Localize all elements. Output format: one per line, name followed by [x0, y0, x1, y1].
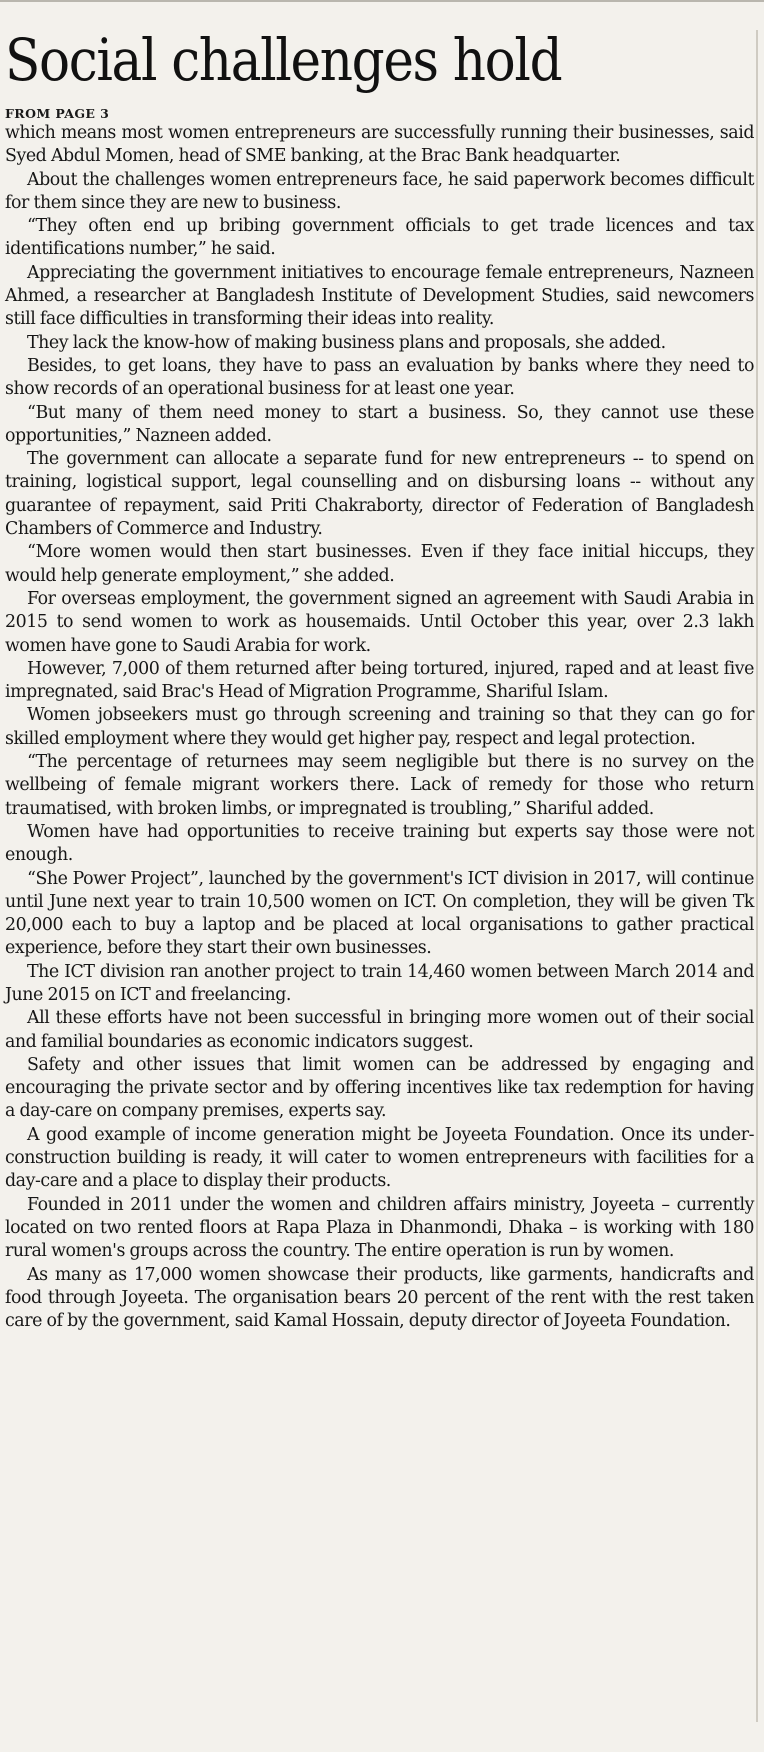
paragraph: “She Power Project”, launched by the government's ICT division in 2017, will continue until June next year to train 10,500 women on ICT. On completion, they will be given Tk 20,000 each to buy a laptop and be placed at local organisations to gather practical experience, before they start their own businesses. [5, 868, 754, 959]
paragraph: Safety and other issues that limit women can be addressed by engaging and encouraging the private sector and by offering incentives like tax redemption for having a day-care on company premises, experts say. [5, 1054, 754, 1122]
headline: Social challenges hold [5, 26, 562, 94]
paragraph: “More women would then start businesses. Even if they face initial hiccups, they would help generate employment,” she added. [5, 542, 754, 586]
paragraph: Besides, to get loans, they have to pass an evaluation by banks where they need to show records of an operational business for at least one year. [5, 355, 754, 400]
paragraph: Women have had opportunities to receive training but experts say those were not enough. [5, 821, 754, 866]
article-body [5, 122, 754, 1333]
paragraph: The government can allocate a separate fund for new entrepreneurs -- to spend on training, logistical support, legal counselling and on disbursing loans -- without any guarantee of repayment, said Priti Chakraborty, director of Federation of Bangladesh Chambers of Commerce and Industry. [5, 449, 754, 540]
paragraph: Women jobseekers must go through screening and training so that they can go for skilled employment where they would get higher pay, respect and legal protection. [5, 705, 754, 749]
paragraph: However, 7,000 of them returned after being tortured, injured, raped and at least five impregnated, said Brac's Head of Migration Programme, Shariful Islam. [5, 658, 754, 703]
paragraph: They lack the know-how of making business plans and proposals, she added. [27, 332, 666, 353]
paragraph: “They often end up bribing government officials to get trade licences and tax identifications number,” he said. [5, 216, 754, 260]
paragraph: “But many of them need money to start a business. So, they cannot use these opportunities,” Nazneen added. [5, 402, 754, 446]
continuation-label: FROM PAGE 3 [5, 106, 110, 121]
paragraph: As many as 17,000 women showcase their products, like garments, handicrafts and food through Joyeeta. The organisation bears 20 percent of the rent with the rest taken care of by the government, said Kamal Hossain, deputy director of Joyeeta Foundation. [5, 1264, 754, 1332]
paragraph: About the challenges women entrepreneurs face, he said paperwork becomes difficult for them since they are new to business. [5, 169, 754, 213]
paragraph: A good example of income generation might be Joyeeta Foundation. Once its under-construction building is ready, it will cater to women entrepreneurs with facilities for a day-care and a place to display their products. [5, 1124, 754, 1192]
paragraph: Founded in 2011 under the women and children affairs ministry, Joyeeta – currently located on two rented floors at Rapa Plaza in Dhanmondi, Dhaka – is working with 180 rural women's groups across the country. The entire operation is run by women. [5, 1194, 754, 1262]
paragraph: All these efforts have not been successful in bringing more women out of their social and familial boundaries as economic indicators suggest. [5, 1008, 754, 1052]
paragraph: “The percentage of returnees may seem negligible but there is no survey on the wellbeing of female migrant workers there. Lack of remedy for those who return traumatised, with broken limbs, or impregnated is troubling,” Shariful added. [5, 752, 754, 819]
paragraph: which means most women entrepreneurs are successfully running their businesses, said Syed Abdul Momen, head of SME banking, at the Brac Bank headquarter. [5, 123, 754, 167]
paragraph: For overseas employment, the government signed an agreement with Saudi Arabia in 2015 to send women to work as housemaids. Until October this year, over 2.3 lakh women have gone to Saudi Arabia for work. [5, 588, 754, 656]
paragraph: The ICT division ran another project to train 14,460 women between March 2014 and June 2015 on ICT and freelancing. [5, 961, 754, 1005]
paragraph: Appreciating the government initiatives to encourage female entrepreneurs, Nazneen Ahmed, a researcher at Bangladesh Institute of Development Studies, said newcomers still face difficulties in transforming their ideas into reality. [5, 262, 754, 330]
column-rule [756, 30, 758, 1722]
